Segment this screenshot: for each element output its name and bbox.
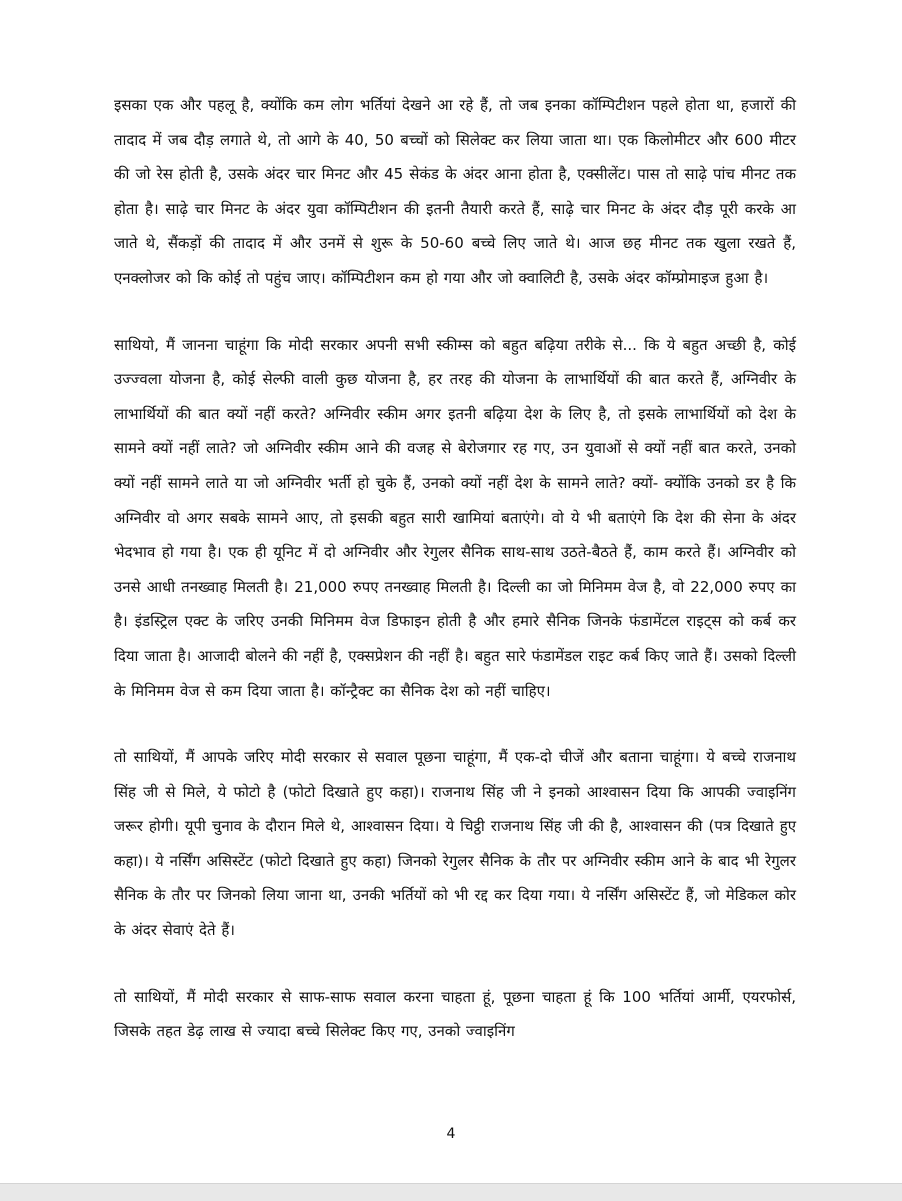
paragraph-3: तो साथियों, मैं आपके जरिए मोदी सरकार से सवाल पूछना चाहूंगा, मैं एक-दो चीजें और बताना चाहूंगा। ये बच्चे राजनाथ सिंह जी से मिले, ये फोटो है (फोटो दिखाते हुए कहा)। राजनाथ सिंह जी ने इनको आश्वासन दिया कि आपकी ज्वाइनिंग जरूर होगी। यूपी चुनाव के दौरान मिले थे, आश्वासन दिया। ये चिट्ठी राजनाथ सिंह जी की है, आश्वासन की (पत्र दिखाते हुए कहा)। ये नर्सिंग असिस्टेंट (फोटो दिखाते हुए कहा) जिनको रेगुलर सैनिक के तौर पर अग्निवीर स्कीम आने के बाद भी रेगुलर सैनिक के तौर पर जिनको लिया जाना था, उनकी भर्तियों को भी रद्द कर दिया गया। ये नर्सिंग असिस्टेंट हैं, जो मेडिकल कोर के अंदर सेवाएं देते हैं। <box>114 748 796 940</box>
paragraph-4: तो साथियों, मैं मोदी सरकार से साफ-साफ सवाल करना चाहता हूं, पूछना चाहता हूं कि 100 भर्तियां आर्मी, एयरफोर्स, जिसके तहत डेढ़ लाख से ज्यादा बच्चे सिलेक्ट किए गए, उनको ज्वाइनिंग <box>114 987 796 1041</box>
paragraph-2: साथियो, मैं जानना चाहूंगा कि मोदी सरकार अपनी सभी स्कीम्स को बहुत बढ़िया तरीके से... कि ये बहुत अच्छी है, कोई उज्ज्वला योजना है, कोई सेल्फी वाली कुछ योजना है, हर तरह की योजना के लाभार्थियों की बात करते हैं, अग्निवीर के लाभार्थियों की बात क्यों नहीं करते? अग्निवीर स्कीम अगर इतनी बढ़िया देश के लिए है, तो इसके लाभार्थियों को देश के सामने क्यों नहीं लाते? जो अग्निवीर स्कीम आने की वजह से बेरोजगार रह गए, उन युवाओं से क्यों नहीं बात करते, उनको क्यों नहीं सामने लाते या जो अग्निवीर भर्ती हो चुके हैं, उनको क्यों नहीं देश के सामने लाते? क्यों- क्योंकि उनको डर है कि अग्निवीर वो अगर सबके सामने आए, तो इसकी बहुत सारी खामियां बताएंगे। वो ये भी बताएंगे कि देश की सेना के अंदर भेदभाव हो गया है। एक ही यूनिट में दो अग्निवीर और रेगुलर सैनिक साथ-साथ उठते-बैठते हैं, काम करते हैं। अग्निवीर को उनसे आधी तनख्वाह मिलती है। 21,000 रुपए तनख्वाह मिलती है। दिल्ली का जो मिनिमम वेज है, वो 22,000 रुपए का है। इंडस्ट्रिल एक्ट के जरिए उनकी मिनिमम वेज डिफाइन होती है और हमारे सैनिक जिनके फंडामेंटल राइट्स को कर्ब कर दिया जाता है। आजादी बोलने की नहीं है, एक्सप्रेशन की नहीं है। बहुत सारे फंडामेंडल राइट कर्ब किए जाते हैं। उसको दिल्ली के मिनिमम वेज से कम दिया जाता है। कॉन्ट्रैक्ट का सैनिक देश को नहीं चाहिए। <box>114 335 796 700</box>
page-number: 4 <box>446 1126 456 1142</box>
viewer-bottom-strip <box>0 1183 902 1201</box>
paragraph-1: इसका एक और पहलू है, क्योंकि कम लोग भर्तियां देखने आ रहे हैं, तो जब इनका कॉम्पिटीशन पहले होता था, हजारों की तादाद में जब दौड़ लगाते थे, तो आगे के 40, 50 बच्चों को सिलेक्ट कर लिया जाता था। एक किलोमीटर और 600 मीटर की जो रेस होती है, उसके अंदर चार मिनट और 45 सेकंड के अंदर आना होता है, एक्सीलेंट। पास तो साढ़े पांच मीनट तक होता है। साढ़े चार मिनट के अंदर युवा कॉम्पिटीशन की इतनी तैयारी करते हैं, साढ़े चार मिनट के अंदर दौड़ पूरी करके आ जाते थे, सैंकड़ों की तादाद में और उनमें से शुरू के 50-60 बच्चे लिए जाते थे। आज छह मीनट तक खुला रखते हैं, एनक्लोजर को कि कोई तो पहुंच जाए। कॉम्पिटीशन कम हो गया और जो क्वालिटी है, उसके अंदर कॉम्प्रोमाइज हुआ है। <box>114 96 796 287</box>
